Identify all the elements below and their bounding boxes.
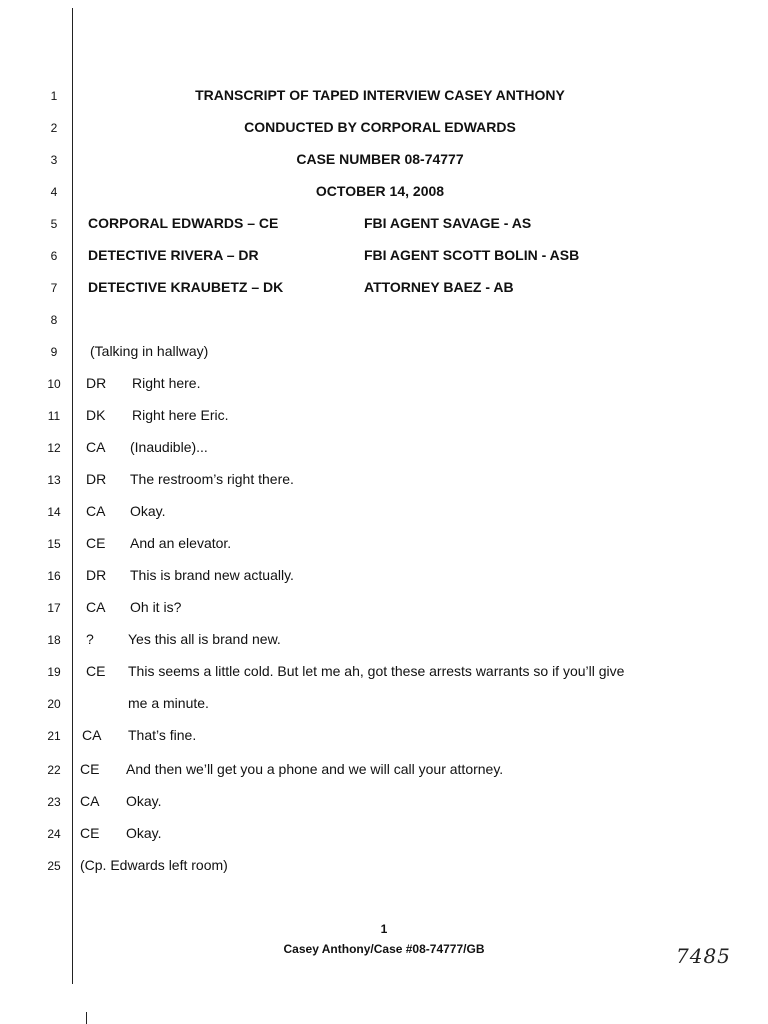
- speaker-code: DR: [86, 471, 107, 487]
- line-number: 13: [47, 473, 61, 487]
- transcript-line-24: [0, 826, 768, 850]
- margin-mark: [86, 1012, 87, 1024]
- dialogue-text: Right here.: [132, 375, 201, 391]
- dialogue-text: Oh it is?: [130, 599, 182, 615]
- party-right: FBI AGENT SCOTT BOLIN - ASB: [364, 247, 580, 263]
- line-number: 9: [50, 345, 58, 359]
- line-number: 11: [47, 409, 61, 423]
- line-number: 1: [50, 89, 58, 103]
- party-right: ATTORNEY BAEZ - AB: [364, 279, 514, 295]
- speaker-code: CE: [86, 663, 106, 679]
- line-number: 2: [50, 121, 58, 135]
- line-number: 12: [47, 441, 61, 455]
- case-number: CASE NUMBER 08-74777: [296, 151, 464, 167]
- speaker-code: CE: [86, 535, 106, 551]
- line-number: 6: [50, 249, 58, 263]
- transcript-line-19: [0, 664, 768, 688]
- transcript-line-15: [0, 536, 768, 560]
- interview-date: OCTOBER 14, 2008: [315, 183, 445, 199]
- conducted-by: CONDUCTED BY CORPORAL EDWARDS: [244, 119, 516, 135]
- dialogue-text: And then we’ll get you a phone and we will call your attorney.: [126, 761, 504, 777]
- handwritten-bates-number: 7485: [676, 944, 731, 968]
- speaker-code: DK: [86, 407, 106, 423]
- speaker-code: CA: [82, 727, 102, 743]
- dialogue-text: And an elevator.: [130, 535, 232, 551]
- line-number: 3: [50, 153, 58, 167]
- transcript-line-3: [0, 152, 768, 176]
- speaker-code: CA: [86, 599, 106, 615]
- transcript-line-1: [0, 88, 768, 112]
- line-number: 7: [50, 281, 58, 295]
- dialogue-text: The restroom’s right there.: [130, 471, 294, 487]
- party-left: DETECTIVE KRAUBETZ – DK: [88, 279, 284, 295]
- transcript-line-25: [0, 858, 768, 882]
- line-number: 18: [47, 633, 61, 647]
- transcript-line-5: [0, 216, 768, 240]
- dialogue-text: me a minute.: [128, 695, 209, 711]
- dialogue-text: That’s fine.: [128, 727, 197, 743]
- speaker-code: CA: [86, 503, 106, 519]
- transcript-line-17: [0, 600, 768, 624]
- transcript-line-7: [0, 280, 768, 304]
- line-number: 16: [47, 569, 61, 583]
- dialogue-text: Okay.: [130, 503, 166, 519]
- stage-note: (Talking in hallway): [90, 343, 209, 359]
- speaker-code: ?: [86, 631, 94, 647]
- line-number: 25: [47, 859, 61, 873]
- transcript-title: TRANSCRIPT OF TAPED INTERVIEW CASEY ANTHONY: [195, 87, 565, 103]
- speaker-code: CA: [86, 439, 106, 455]
- party-right: FBI AGENT SAVAGE - AS: [364, 215, 532, 231]
- transcript-line-8: [0, 312, 768, 336]
- dialogue-text: Yes this all is brand new.: [128, 631, 281, 647]
- transcript-line-9: [0, 344, 768, 368]
- line-number: 19: [47, 665, 61, 679]
- speaker-code: DR: [86, 567, 107, 583]
- line-number: 14: [47, 505, 61, 519]
- line-number: 15: [47, 537, 61, 551]
- line-number: 4: [50, 185, 58, 199]
- transcript-line-18: [0, 632, 768, 656]
- transcript-line-20: [0, 696, 768, 720]
- transcript-line-2: [0, 120, 768, 144]
- line-number: 21: [47, 729, 61, 743]
- dialogue-text: (Inaudible)...: [130, 439, 208, 455]
- transcript-line-16: [0, 568, 768, 592]
- transcript-line-6: [0, 248, 768, 272]
- party-left: CORPORAL EDWARDS – CE: [88, 215, 279, 231]
- case-reference: Casey Anthony/Case #08-74777/GB: [283, 942, 485, 956]
- dialogue-text: This seems a little cold. But let me ah, got these arrests warrants so if you’ll give: [128, 663, 625, 679]
- transcript-line-23: [0, 794, 768, 818]
- line-number: 24: [47, 827, 61, 841]
- transcript-line-13: [0, 472, 768, 496]
- party-left: DETECTIVE RIVERA – DR: [88, 247, 259, 263]
- dialogue-text: Right here Eric.: [132, 407, 229, 423]
- stage-note: (Cp. Edwards left room): [80, 857, 228, 873]
- speaker-code: CE: [80, 825, 100, 841]
- line-number: 23: [47, 795, 61, 809]
- speaker-code: DR: [86, 375, 107, 391]
- line-number: 17: [47, 601, 61, 615]
- speaker-code: CA: [80, 793, 100, 809]
- line-number: 10: [47, 377, 61, 391]
- transcript-line-12: [0, 440, 768, 464]
- speaker-code: CE: [80, 761, 100, 777]
- transcript-line-11: [0, 408, 768, 432]
- line-number: 22: [47, 763, 61, 777]
- transcript-line-14: [0, 504, 768, 528]
- line-number: 8: [50, 313, 58, 327]
- transcript-line-21: [0, 728, 768, 752]
- dialogue-text: This is brand new actually.: [130, 567, 294, 583]
- page-number: 1: [380, 922, 388, 936]
- dialogue-text: Okay.: [126, 825, 162, 841]
- transcript-line-22: [0, 762, 768, 786]
- transcript-line-10: [0, 376, 768, 400]
- dialogue-text: Okay.: [126, 793, 162, 809]
- line-number: 20: [47, 697, 61, 711]
- line-number: 5: [50, 217, 58, 231]
- transcript-line-4: [0, 184, 768, 208]
